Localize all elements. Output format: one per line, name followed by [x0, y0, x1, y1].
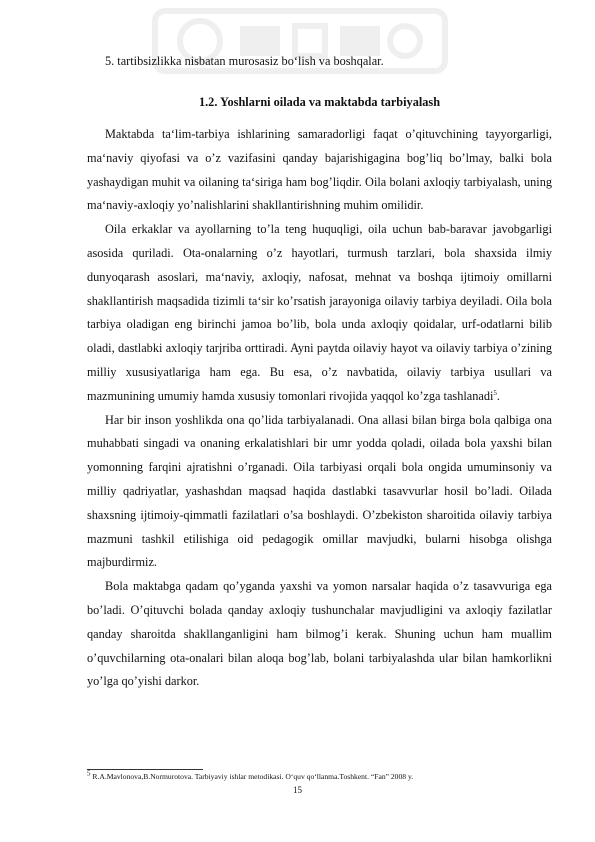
footnote — [87, 771, 552, 782]
paragraph-2 — [87, 218, 552, 408]
paragraph-3: Har bir inson yoshlikda ona qo’lida tarbiyalanadi. Ona allasi bilan birga bola qalbiga ona muhabbati singadi va onaning erkalatishlari bir umr yodda qoladi, oilada bola yaxshi bilan yomonning farqini ajratishni o’rganadi. Oila tarbiyasi orqali bola ongida umuminsoniy va milliy qadriyatlar, yashashdan maqsad haqida dastlabki tasavvurlar hosil bo’ladi. Oilada shaxsning ijtimoiy-qimmatli fazilatlari o’sa boshlaydi. O’zbekiston sharoitida oilaviy tarbiya mazmuni tashkil etilishiga oid pedagogik omillar mavjudki, bularni hisobga olishga majburdirmiz. — [87, 412, 552, 570]
footnote-number: 5 — [87, 769, 91, 778]
document-page — [87, 52, 552, 694]
page-number: 15 — [293, 785, 302, 795]
paragraph-2-text: Oila erkaklar va ayollarning to’la teng huquqligi, oila uchun bab-baravar javobgarligi asosida quriladi. Ota-onalarning o’z hayotlari, turmush tarzlari, bola shaxsida ilmiy dunyoqarash asoslari, ma‘naviy, axloqiy, nafosat, mehnat va boshqa ijtimoiy omillarni shakllantirish maqsadida tizimli ta‘sir ko’rsatish jarayoniga oilaviy tarbiya deyiladi. Oila bola tarbiya oladigan eng birinchi jamoa bo’lib, bola unda axloqiy qoidalar, urf-odatlarni bilib oladi, dastlabki axloqiy tarjriba orttiradi. Ayni paytda oilaviy hayot va oilaviy tarbiya o’zining milliy xususiyatlariga ham ega. Bu esa, o’z navbatida, oilaviy tarbiya usullari va mazmunining umumiy hamda xususiy tomonlari rivojida yaqqol ko’zga tashlanadi — [87, 222, 552, 403]
paragraph-4: Bola maktabga qadam qo’yganda yaxshi va yomon narsalar haqida o’z tasavvuriga ega bo’ladi. O’qituvchi bolada qanday axloqiy tushunchalar mavjudligini va axloqiy fazilatlar qanday sharoitda shakllanganligini ham bilmog’i kerak. Shuning uchun ham muallim o’quvchilarning ota-onalari bilan aloqa bog’lab, bolani tarbiyalashda ular bilan hamkorlikni yo’lga qo’yishi darkor. — [87, 579, 552, 689]
paragraph-1: Maktabda ta‘lim-tarbiya ishlarining samaradorligi faqat o’qituvchining tayyorgarligi, ma‘naviy qiyofasi va o’z vazifasini qanday bajarishigagina bog’liq bo’lmay, balki bola yashaydigan muhit va oilaning ta‘siriga ham bog’liqdir. Oila bolani axloqiy tarbiyalash, uning ma‘naviy-axloqiy yo’nalishlarini shakllantirishning muhim omilidir. — [87, 127, 552, 213]
footnote-text: R.A.Mavlonova,B.Normurotova. Tarbiyaviy ishlar metodikasi. O‘quv qo‘llanma.Toshkent. “Fan” 2008 y. — [92, 772, 414, 781]
section-heading: 1.2. Yoshlarni oilada va maktabda tarbiyalash — [198, 95, 441, 109]
list-item-5: 5. tartibsizlikka nisbatan murosasiz bo‘lish va boshqalar. — [105, 54, 384, 68]
footnote-divider — [87, 769, 203, 770]
paragraph-2-end: . — [496, 388, 500, 403]
footnote-ref: 5 — [493, 388, 497, 397]
